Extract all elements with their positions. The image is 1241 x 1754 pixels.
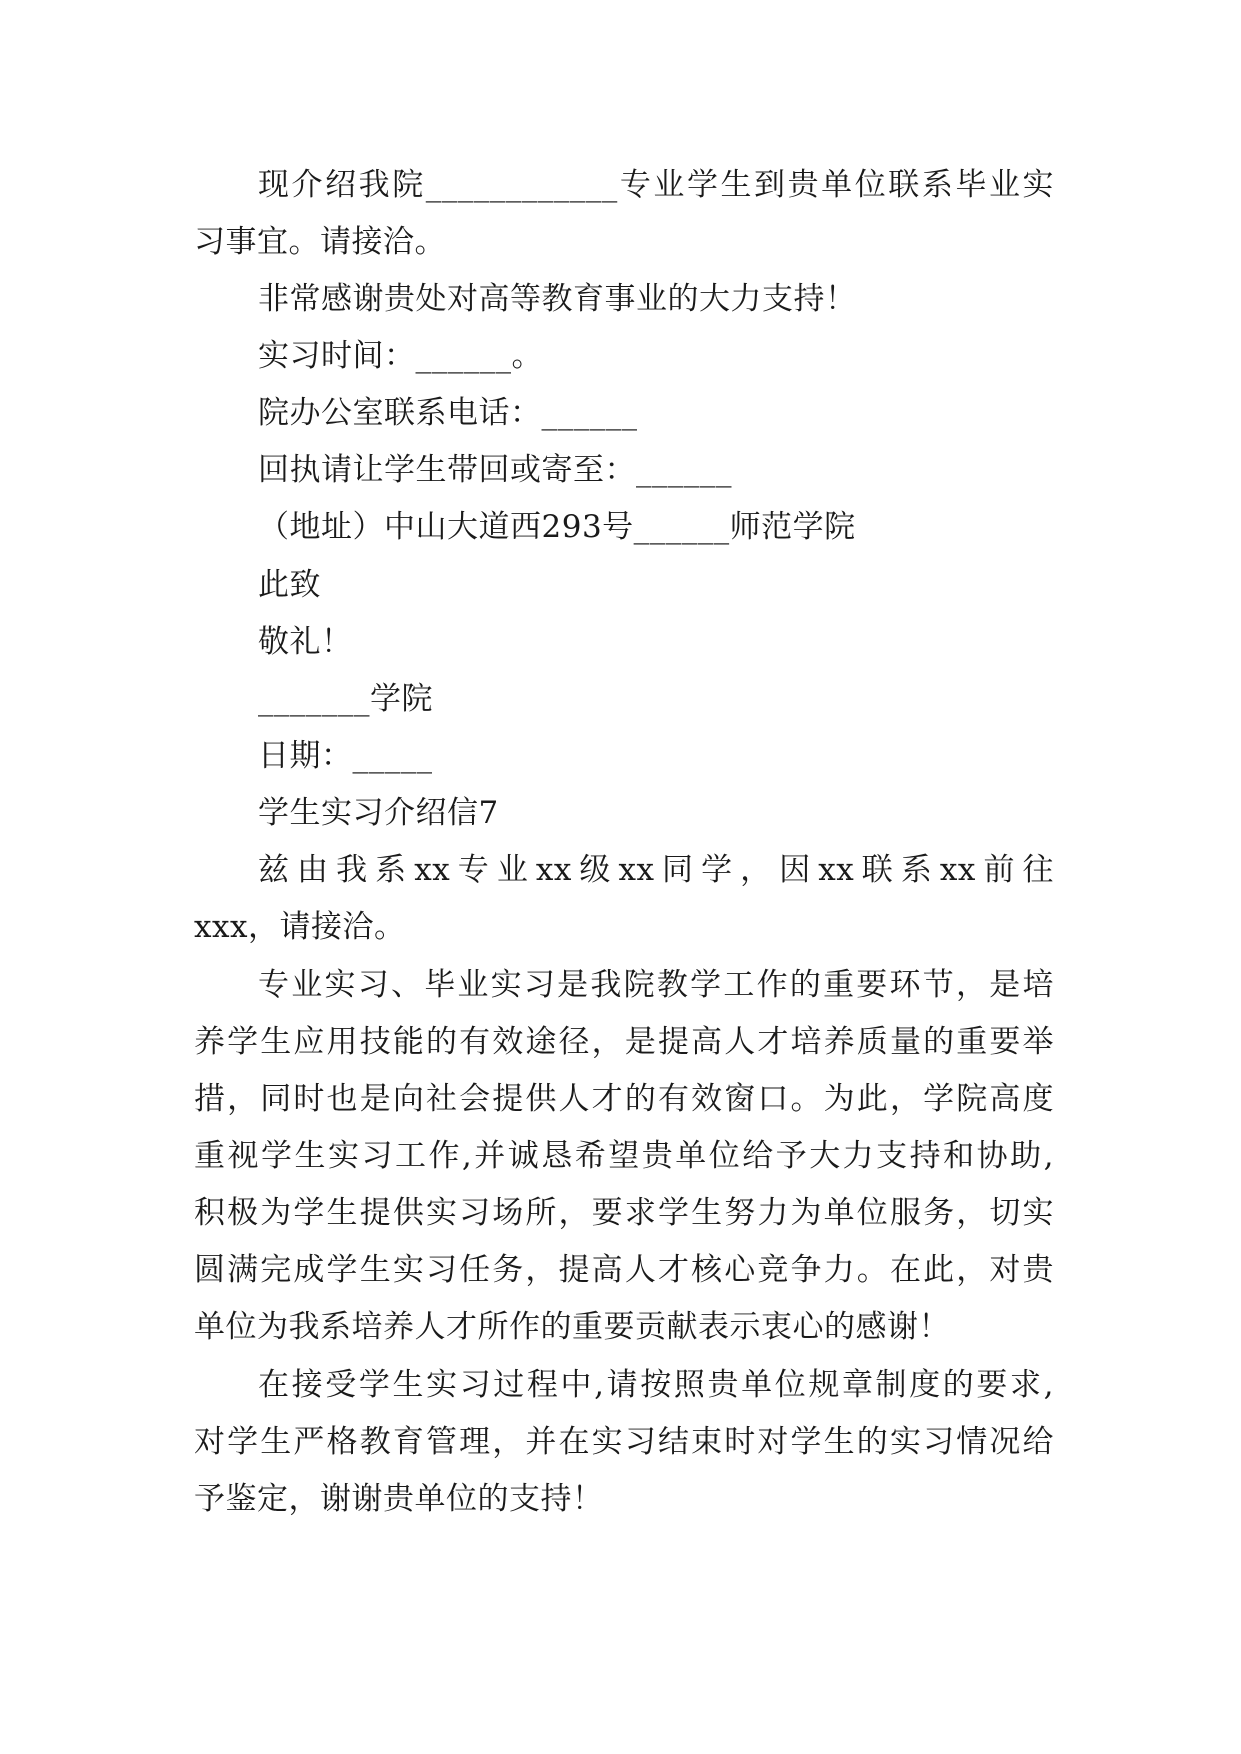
- paragraph-1-line-1: 兹由我系xx专业xx级xx同学，因xx联系xx前往: [258, 852, 1054, 888]
- intro-line-2: 习事宜。请接洽。: [194, 224, 446, 260]
- paragraph-2-line-3: 措，同时也是向社会提供人才的有效窗口。为此，学院高度: [194, 1081, 1054, 1117]
- office-phone: 院办公室联系电话：______: [258, 395, 638, 431]
- closing-salutation-1: 此致: [258, 567, 321, 603]
- paragraph-2-line-6: 圆满完成学生实习任务，提高人才核心竞争力。在此，对贵: [194, 1252, 1054, 1288]
- paragraph-2-line-7: 单位为我系培养人才所作的重要贡献表示衷心的感谢！: [194, 1309, 950, 1345]
- paragraph-2-line-5: 积极为学生提供实习场所，要求学生努力为单位服务，切实: [194, 1195, 1054, 1231]
- internship-period: 实习时间：______。: [258, 338, 543, 374]
- paragraph-2-line-2: 养学生应用技能的有效途径，是提高人才培养质量的重要举: [194, 1024, 1054, 1060]
- paragraph-1-line-2: xxx，请接洽。: [194, 909, 406, 945]
- section-heading: 学生实习介绍信7: [258, 795, 499, 831]
- paragraph-3-line-2: 对学生严格教育管理，并在实习结束时对学生的实习情况给: [194, 1424, 1054, 1460]
- paragraph-2-line-4: 重视学生实习工作,并诚恳希望贵单位给予大力支持和协助,: [194, 1138, 1054, 1174]
- signature-date: 日期：_____: [258, 738, 433, 774]
- closing-salutation-2: 敬礼！: [258, 624, 353, 660]
- return-to: 回执请让学生带回或寄至：______: [258, 452, 732, 488]
- intro-line-1: 现介绍我院____________专业学生到贵单位联系毕业实: [258, 167, 1054, 203]
- paragraph-3-line-1: 在接受学生实习过程中,请按照贵单位规章制度的要求,: [258, 1367, 1054, 1403]
- thanks-line: 非常感谢贵处对高等教育事业的大力支持！: [258, 281, 857, 317]
- signature-college: _______学院: [258, 681, 433, 717]
- paragraph-3-line-3: 予鉴定，谢谢贵单位的支持！: [194, 1481, 604, 1517]
- address-line: （地址）中山大道西293号______师范学院: [258, 509, 856, 545]
- paragraph-2-line-1: 专业实习、毕业实习是我院教学工作的重要环节，是培: [258, 967, 1054, 1003]
